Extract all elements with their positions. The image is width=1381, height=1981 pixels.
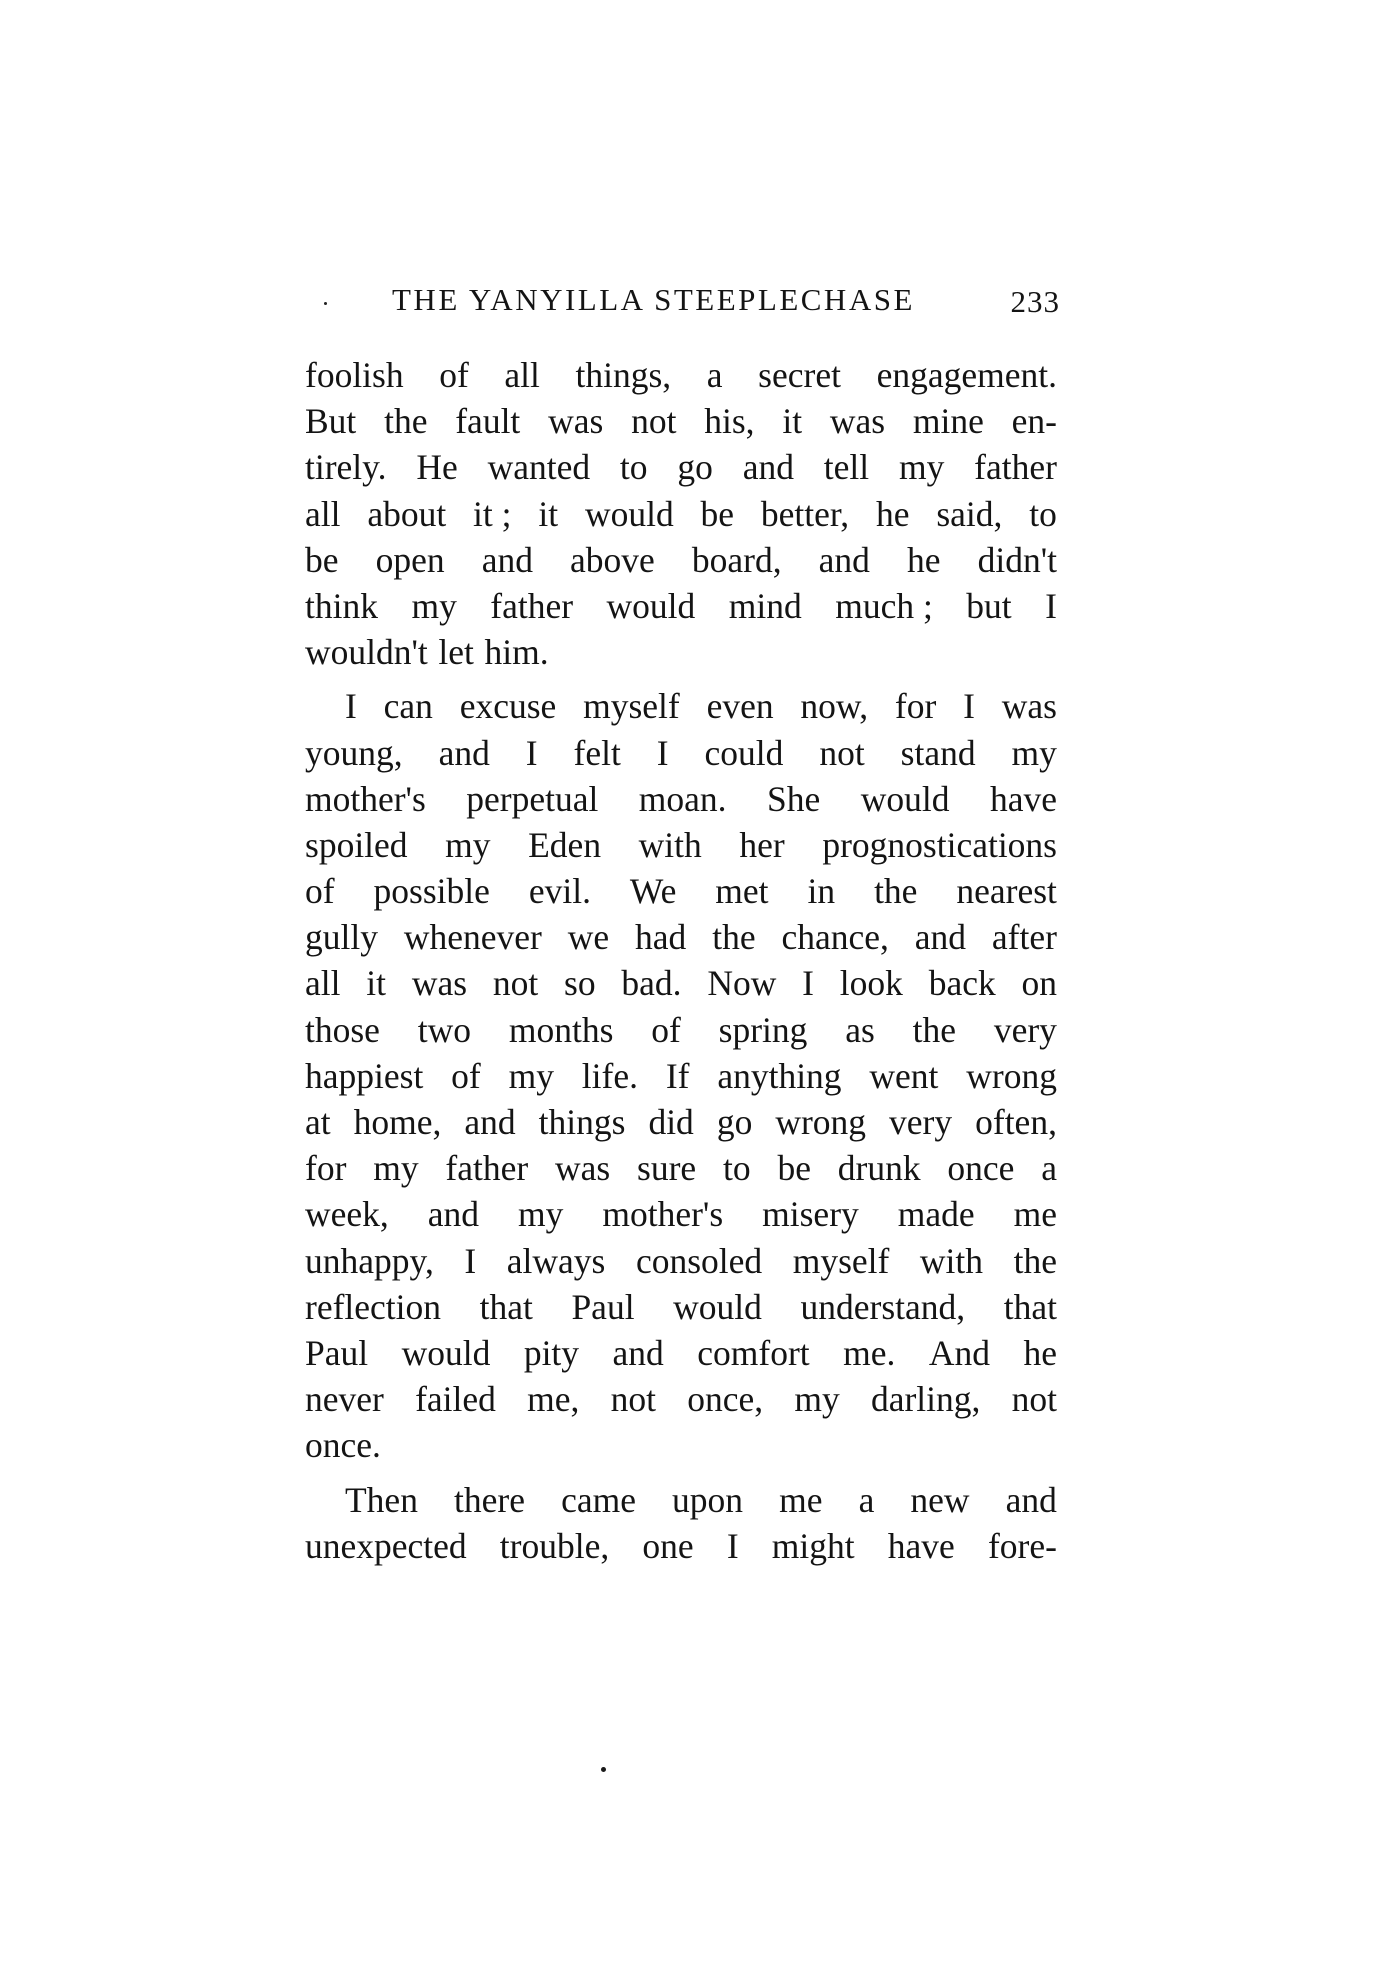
word: be [305,539,339,580]
text-line [305,583,1057,629]
word: mother's [305,778,426,819]
word: came [561,1479,636,1520]
word: and [612,1332,664,1373]
word: gully [305,917,378,958]
word: my [1011,732,1057,773]
word: life. [581,1055,638,1096]
word: about [367,493,447,534]
word: once. [305,1425,381,1466]
word: his, [704,401,755,442]
text-line [305,1477,1057,1523]
word: mine [912,401,984,442]
word: But [305,401,357,442]
word: foolish [305,355,404,395]
word: and [438,732,490,773]
text-line [305,1523,1057,1569]
word: all [305,963,341,1004]
word: two [417,1009,472,1050]
word: we [567,917,610,958]
word: would [673,1286,762,1327]
word: I [345,686,357,727]
text-line [305,444,1057,490]
word: prognostications [822,824,1057,865]
word: to [619,447,648,488]
word: me. [843,1332,896,1373]
body-text [305,352,1057,1577]
word: father [490,585,574,626]
word: She [767,778,821,819]
word: very [889,1102,953,1142]
text-line [305,491,1057,537]
word: myself [583,686,680,727]
text-line [305,960,1057,1006]
text-line [305,1376,1057,1422]
word: my [508,1055,554,1096]
word: let [438,632,474,673]
word: with [638,824,702,865]
word: And [928,1332,990,1373]
word: father [445,1148,529,1189]
word: darling, [870,1379,981,1420]
word: be [700,493,735,534]
word: I [656,732,669,773]
word: after [991,917,1057,958]
word: go [716,1102,753,1142]
word: unexpected [305,1525,467,1566]
word: trouble, [499,1525,610,1566]
word: at [305,1102,331,1142]
word: myself [792,1240,890,1281]
word: once [947,1148,1015,1189]
word: spoiled [305,824,408,865]
word: would [606,585,696,626]
word: that [479,1286,533,1327]
word: him. [484,632,549,673]
word: above [570,539,655,580]
word: be [777,1148,811,1189]
word: understand, [800,1286,966,1327]
paragraph [305,352,1057,675]
word: was [555,1148,611,1189]
word: stand [900,732,976,773]
word: wrong [966,1055,1057,1096]
word: mother's [602,1194,724,1235]
word: my [518,1194,564,1235]
word: consoled [635,1240,763,1281]
word: me [1013,1194,1057,1235]
word: was [548,401,604,442]
word: of [305,871,335,912]
word: I [726,1525,739,1566]
word: there [454,1479,525,1520]
word: misery [762,1194,859,1235]
word: Paul [305,1332,369,1373]
word: fore- [987,1525,1057,1566]
word: me, [527,1379,580,1420]
text-line [305,1422,1057,1468]
word: look [839,963,903,1004]
word: he [876,493,910,534]
word: my [445,824,491,865]
word: much ; [835,585,933,626]
text-line [305,352,1057,398]
word: even [706,686,774,727]
text-line [305,730,1057,776]
word: didn't [977,539,1057,580]
word: wrong [775,1102,867,1142]
text-line [305,822,1057,868]
word: but [966,585,1012,626]
print-speck-footer [601,1767,606,1772]
word: engagement. [876,355,1057,395]
paragraph [305,683,1057,1468]
word: would [584,493,674,534]
word: me [779,1479,823,1520]
word: I [802,963,814,1004]
word: mind [728,585,802,626]
word: a [706,355,723,395]
word: anything [717,1055,842,1096]
word: my [898,447,945,488]
word: He [416,447,458,488]
word: not [492,963,539,1004]
word: young, [305,732,403,773]
word: felt [573,732,621,773]
word: met [715,871,769,912]
word: moan. [638,778,727,819]
word: the [912,1009,956,1050]
word: was [411,963,468,1004]
word: nearest [956,871,1057,912]
text-line [305,1007,1057,1053]
word: it [538,493,559,534]
word: and [481,539,533,580]
word: he [907,539,941,580]
word: excuse [459,686,557,727]
word: it ; [473,493,512,534]
text-line [305,914,1057,960]
word: We [629,871,677,912]
word: it [366,963,387,1004]
word: a [858,1479,875,1520]
text-line [305,1238,1057,1284]
word: did [648,1102,694,1142]
word: father [974,447,1057,488]
running-header [300,282,1060,332]
word: new [910,1479,970,1520]
word: go [677,447,713,488]
word: for [305,1148,347,1189]
word: en- [1011,401,1057,442]
text-line [305,1145,1057,1191]
word: made [897,1194,975,1235]
word: the [874,871,918,912]
word: with [919,1240,984,1281]
word: and [914,917,967,958]
word: on [1021,963,1057,1004]
word: pity [523,1332,580,1373]
word: whenever [403,917,542,958]
word: I [963,686,975,727]
word: had [635,917,687,958]
word: all [305,493,341,534]
word: and [742,447,794,488]
word: very [993,1009,1057,1050]
word: happiest [305,1055,424,1096]
word: my [794,1379,840,1420]
word: to [723,1148,751,1189]
page-number: 233 [1010,284,1060,319]
word: for [894,686,937,727]
word: wouldn't [305,632,428,673]
word: said, [936,493,1003,534]
word: so [564,963,596,1004]
word: drunk [837,1148,921,1189]
word: months [508,1009,614,1050]
text-line [305,1284,1057,1330]
word: wanted [487,447,591,488]
word: could [704,732,784,773]
word: things, [575,355,672,395]
word: chance, [781,917,889,958]
word: and [464,1102,516,1142]
word: perpetual [466,778,599,819]
word: think [305,585,378,626]
word: was [1001,686,1057,727]
word: the [712,917,756,958]
word: often, [975,1102,1057,1142]
word: Paul [571,1286,635,1327]
word: to [1029,493,1057,534]
word: of [439,355,469,395]
word: my [373,1148,419,1189]
word: tirely. [305,447,387,488]
word: in [807,871,836,912]
word: I [525,732,538,773]
text-line [305,868,1057,914]
text-line [305,537,1057,583]
word: upon [672,1479,744,1520]
text-line [305,1330,1057,1376]
word: a [1041,1148,1057,1189]
word: of [651,1009,681,1050]
word: not [819,732,865,773]
word: fault [455,401,521,442]
word: the [384,401,428,442]
word: can [383,686,433,727]
word: failed [415,1379,496,1420]
word: week, [305,1194,389,1235]
word: I [464,1240,477,1281]
text-line [305,1191,1057,1237]
word: not [1011,1379,1057,1420]
word: and [427,1194,480,1235]
word: always [506,1240,606,1281]
word: secret [758,355,841,395]
word: all [504,355,540,395]
word: things [538,1102,626,1142]
word: home, [353,1102,442,1142]
text-line [305,629,1057,675]
word: I [1045,585,1057,626]
word: possible [373,871,490,912]
word: never [305,1379,384,1420]
word: bad. [621,963,682,1004]
word: tell [823,447,870,488]
word: Eden [528,824,602,865]
word: comfort [697,1332,810,1373]
word: open [375,539,445,580]
word: have [989,778,1057,819]
running-title: THE YANYILLA STEEPLECHASE [392,282,915,317]
word: unhappy, [305,1240,434,1281]
word: not [631,401,677,442]
word: Then [345,1479,418,1520]
word: now, [800,686,869,727]
text-line [305,398,1057,444]
word: my [411,585,457,626]
word: those [305,1009,380,1050]
print-speck [324,302,327,305]
word: back [928,963,996,1004]
word: he [1023,1332,1057,1373]
word: sure [637,1148,697,1189]
word: and [1005,1479,1057,1520]
word: would [860,778,950,819]
text-line [305,776,1057,822]
word: her [739,824,785,865]
word: reflection [305,1286,442,1327]
word: better, [760,493,850,534]
word: the [1013,1240,1057,1281]
text-line [305,1099,1057,1145]
word: it [782,401,803,442]
word: might [771,1525,855,1566]
word: of [451,1055,481,1096]
word: went [869,1055,939,1096]
word: board, [691,539,782,580]
word: would [401,1332,491,1373]
word: Now [707,963,777,1004]
word: and [818,539,870,580]
word: was [829,401,886,442]
word: as [845,1009,875,1050]
text-line [305,1053,1057,1099]
word: not [610,1379,656,1420]
word: one [642,1525,694,1566]
word: evil. [528,871,591,912]
word: spring [718,1009,808,1050]
word: If [665,1055,690,1096]
paragraph [305,1477,1057,1569]
word: that [1003,1286,1057,1327]
word: have [887,1525,955,1566]
word: once, [687,1379,764,1420]
text-line [305,683,1057,729]
